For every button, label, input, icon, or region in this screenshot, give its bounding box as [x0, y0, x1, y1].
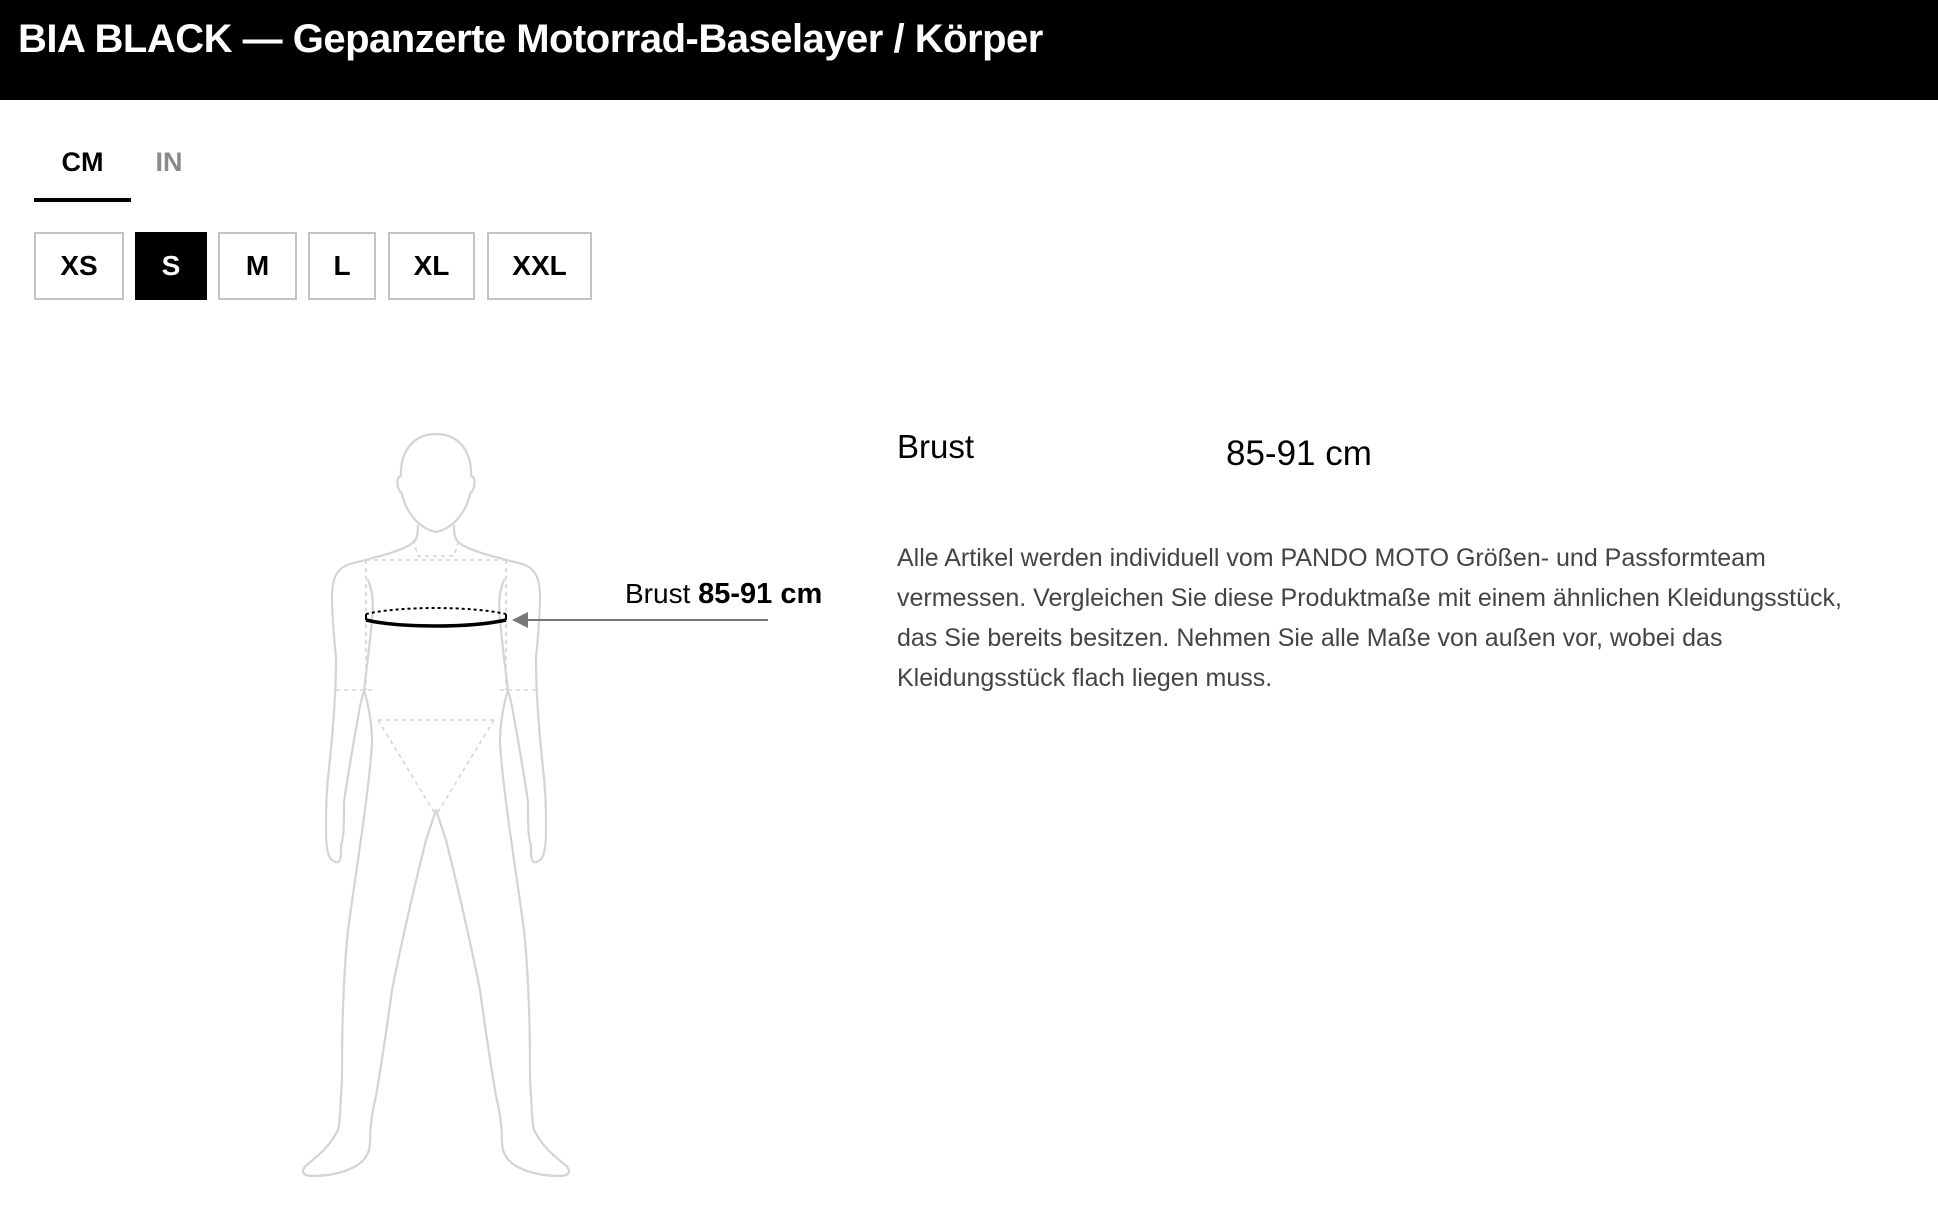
size-button-m[interactable]: M [218, 232, 297, 300]
tab-in[interactable]: IN [155, 147, 183, 177]
measurement-description: Alle Artikel werden individuell vom PANDO MOTO Größen- und Passformteam vermessen. Vergleichen Sie diese Produktmaße mit einem ähnlichen Kleidungsstück, das Sie bereits besitzen. Nehmen Sie alle Maße von außen vor, wobei das Kleidungsstück flach liegen muss. [897, 544, 1842, 692]
callout-label: Brust [625, 578, 691, 609]
body-outline [303, 526, 569, 1176]
page-title: BIA BLACK — Gepanzerte Motorrad-Baselayer / Körper [18, 17, 1043, 61]
chest-measurement-ring [366, 608, 506, 626]
callout-arrow [512, 612, 768, 628]
head-outline [397, 434, 474, 532]
size-button-s[interactable]: S [135, 232, 207, 300]
size-button-l[interactable]: L [308, 232, 376, 300]
chest-callout [625, 578, 822, 611]
size-button-xxl[interactable]: XXL [487, 232, 592, 300]
size-button-xs[interactable]: XS [34, 232, 124, 300]
measurement-value: 85-91 cm [1226, 434, 1372, 473]
callout-value: 85-91 cm [698, 578, 823, 610]
size-button-xl[interactable]: XL [388, 232, 475, 300]
measurement-label: Brust [897, 428, 975, 465]
tab-cm[interactable]: CM [34, 132, 131, 202]
